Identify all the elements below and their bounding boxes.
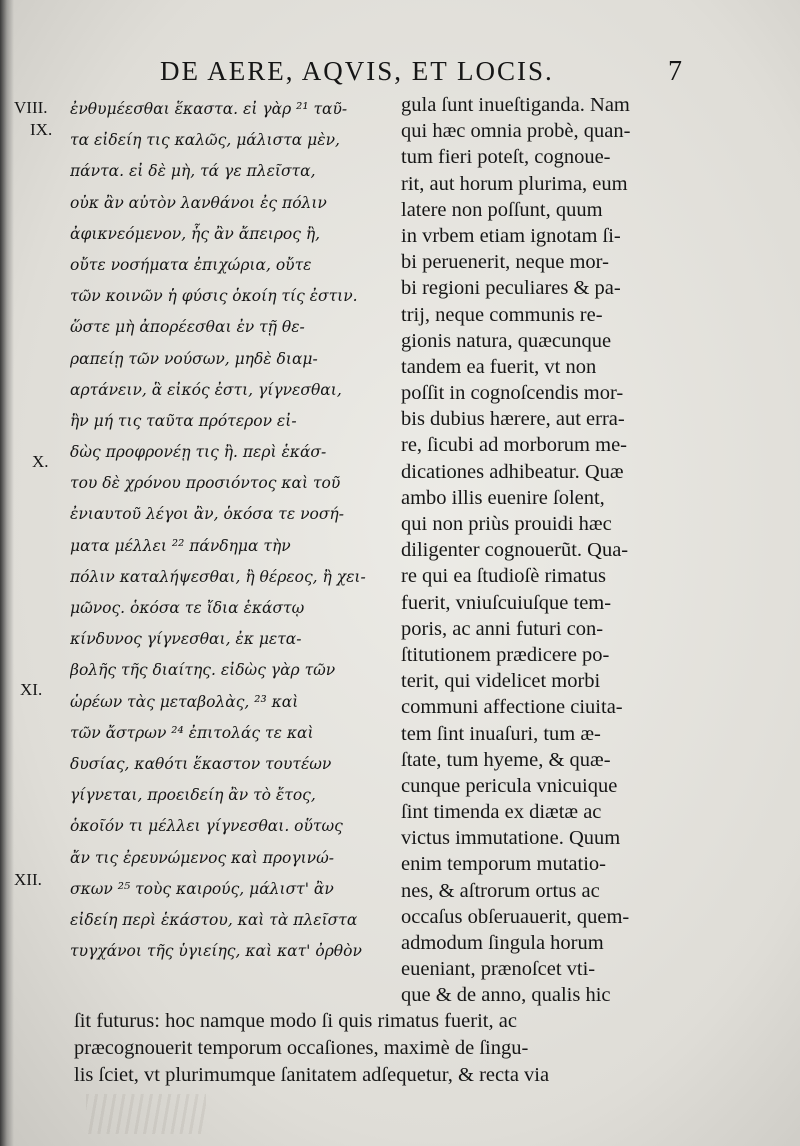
latin-text-line: victus immutatione. Quum — [401, 827, 621, 850]
greek-text-line: ἄν τις ἐρευνώμενος καὶ προγινώ- — [70, 848, 334, 867]
margin-section-number: X. — [32, 452, 49, 471]
latin-text-line: que & de anno, qualis hic — [401, 984, 611, 1007]
latin-text-line: in vrbem etiam ignotam ſi- — [401, 224, 621, 247]
latin-text-line: bi peruenerit, neque mor- — [401, 251, 609, 274]
greek-text-line: τῶν κοινῶν ἡ φύσις ὁκοίη τίς ἐστιν. — [70, 287, 358, 306]
latin-text-column — [401, 92, 691, 1009]
latin-text-line: ſtate, tum hyeme, & quæ- — [401, 748, 611, 771]
greek-text-line: πάντα. εἰ δὲ μὴ, τά γε πλεῖστα, — [70, 162, 316, 181]
latin-text-line: diligenter cognouerũt. Qua- — [401, 539, 629, 562]
latin-text-line: eueniant, prænoſcet vti- — [401, 958, 596, 981]
greek-text-line: ὁκοῖόν τι μέλλει γίγνεσθαι. οὕτως — [70, 817, 343, 836]
latin-text-line: cunque pericula vnicuique — [401, 774, 618, 797]
greek-text-column — [70, 94, 386, 967]
latin-text-line: bi regioni peculiares & pa- — [401, 277, 621, 300]
latin-text-line: ſtitutionem prædicere po- — [401, 643, 610, 666]
greek-text-line: αρτάνειν, ἃ εἰκός ἐστι, γίγνεσθαι, — [70, 380, 342, 399]
greek-text-line: βολῆς τῆς διαίτης. εἰδὼς γὰρ τῶν — [70, 661, 336, 680]
latin-text-line: re qui ea ſtudioſè rimatus — [401, 565, 606, 588]
latin-text-line: tem ſint inuaſuri, tum æ- — [401, 722, 601, 745]
greek-text-line: ἐνθυμέεσθαι ἕκαστα. εἰ γὰρ ²¹ ταῦ- — [70, 100, 348, 118]
latin-text-line: ſit futurus: hoc namque modo ſi quis rimatus fuerit, ac — [74, 1010, 517, 1032]
latin-text-line: qui hæc omnia probè, quan- — [401, 120, 631, 143]
latin-text-line: admodum ſingula horum — [401, 932, 604, 954]
greek-text-line: δυσίας, καθότι ἕκαστον τουτέων — [70, 754, 332, 773]
greek-text-line: πόλιν καταλήψεσθαι, ἢ θέρεος, ἢ χει- — [70, 567, 366, 586]
greek-text-line: ἐνιαυτοῦ λέγοι ἂν, ὁκόσα τε νοσή- — [70, 505, 344, 524]
latin-text-line: tandem ea fuerit, vt non — [401, 355, 597, 378]
greek-text-line: γίγνεται, προειδείη ἂν τὸ ἔτος, — [70, 786, 316, 805]
greek-text-line: ραπείῃ τῶν νούσων, μηδὲ διαμ- — [70, 349, 318, 368]
latin-text-line: bis dubius hærere, aut erra- — [401, 408, 625, 431]
page-number: 7 — [668, 56, 682, 87]
latin-text-line: lis ſciet, vt plurimumque ſanitatem adſequetur, & recta via — [74, 1064, 550, 1086]
latin-text-line: rit, aut horum plurima, eum — [401, 172, 628, 195]
latin-text-line: terit, qui videlicet morbi — [401, 670, 601, 693]
latin-text-line: tum fieri poteſt, cognoue- — [401, 146, 611, 169]
ink-bleed-through — [86, 1094, 206, 1134]
greek-text-line: ἢν μή τις ταῦτα πρότερον εἰ- — [70, 411, 297, 430]
margin-section-number: VIII. — [14, 98, 48, 117]
latin-text-line: gula ſunt inueſtiganda. Nam — [401, 94, 630, 116]
page-header — [0, 56, 800, 96]
latin-text-line: re, ſicubi ad morborum me- — [401, 434, 628, 457]
greek-text-line: τα εἰδείη τις καλῶς, μάλιστα μὲν, — [70, 131, 340, 150]
latin-text-line: qui non priùs prouidi hæc — [401, 513, 612, 535]
greek-text-line: τῶν ἄστρων ²⁴ ἐπιτολάς τε καὶ — [70, 723, 314, 742]
latin-text-line: nes, & aſtrorum ortus ac — [401, 879, 600, 902]
margin-section-number: IX. — [30, 120, 53, 139]
latin-text-line: ambo illis euenire ſolent, — [401, 486, 605, 509]
latin-text-line: enim temporum mutatio- — [401, 853, 606, 876]
margin-section-number: XII. — [14, 870, 42, 889]
latin-text-line: gionis natura, quæcunque — [401, 329, 612, 352]
greek-text-line: ὡρέων τὰς μεταβολὰς, ²³ καὶ — [70, 692, 299, 711]
margin-section-number: XI. — [20, 680, 43, 699]
greek-text-line: εἰδείη περὶ ἑκάστου, καὶ τὰ πλεῖστα — [70, 910, 358, 929]
greek-text-line: κίνδυνος γίγνεσθαι, ἐκ μετα- — [70, 630, 302, 649]
greek-text-line: τυγχάνοι τῆς ὑγιείης, καὶ κατ' ὀρθὸν — [70, 942, 362, 961]
latin-text-line: ſint timenda ex diætæ ac — [401, 801, 602, 824]
running-title: DE AERE, AQVIS, ET LOCIS. — [160, 56, 554, 86]
binding-shadow — [0, 0, 14, 1146]
latin-text-line: præcognouerit temporum occaſiones, maximè de ſingu- — [74, 1037, 529, 1059]
greek-text-line: σκων ²⁵ τοὺς καιρούς, μάλιστ' ἂν — [70, 879, 334, 898]
latin-continuation-block — [74, 1008, 704, 1089]
latin-text-line: latere non poſſunt, quum — [401, 198, 603, 221]
latin-text-line: occaſus obſeruauerit, quem- — [401, 905, 630, 928]
greek-text-line: ὥστε μὴ ἀπορέεσθαι ἐν τῇ θε- — [70, 318, 305, 337]
greek-text-line: ἀφικνεόμενον, ἧς ἂν ἄπειρος ἢ, — [70, 224, 321, 243]
latin-text-line: communi affectione ciuita- — [401, 696, 623, 719]
greek-text-line: δὼς προφρονέῃ τις ἢ. περὶ ἑκάσ- — [70, 443, 327, 462]
greek-text-line: του δὲ χρόνου προσιόντος καὶ τοῦ — [70, 474, 341, 493]
latin-text-line: fuerit, vniuſcuiuſque tem- — [401, 591, 612, 614]
latin-text-line: trij, neque communis re- — [401, 303, 603, 326]
greek-text-line: οὐκ ἂν αὐτὸν λανθάνοι ἐς πόλιν — [70, 193, 327, 212]
greek-text-line: ματα μέλλει ²² πάνδημα τὴν — [70, 536, 291, 555]
latin-text-line: poſſit in cognoſcendis mor- — [401, 382, 624, 405]
greek-text-line: μῶνος. ὁκόσα τε ἴδια ἑκάστῳ — [70, 599, 305, 617]
greek-text-line: οὔτε νοσήματα ἐπιχώρια, οὔτε — [70, 255, 312, 274]
latin-text-line: dicationes adhibeatur. Quæ — [401, 460, 624, 483]
latin-text-line: poris, ac anni futuri con- — [401, 617, 604, 640]
